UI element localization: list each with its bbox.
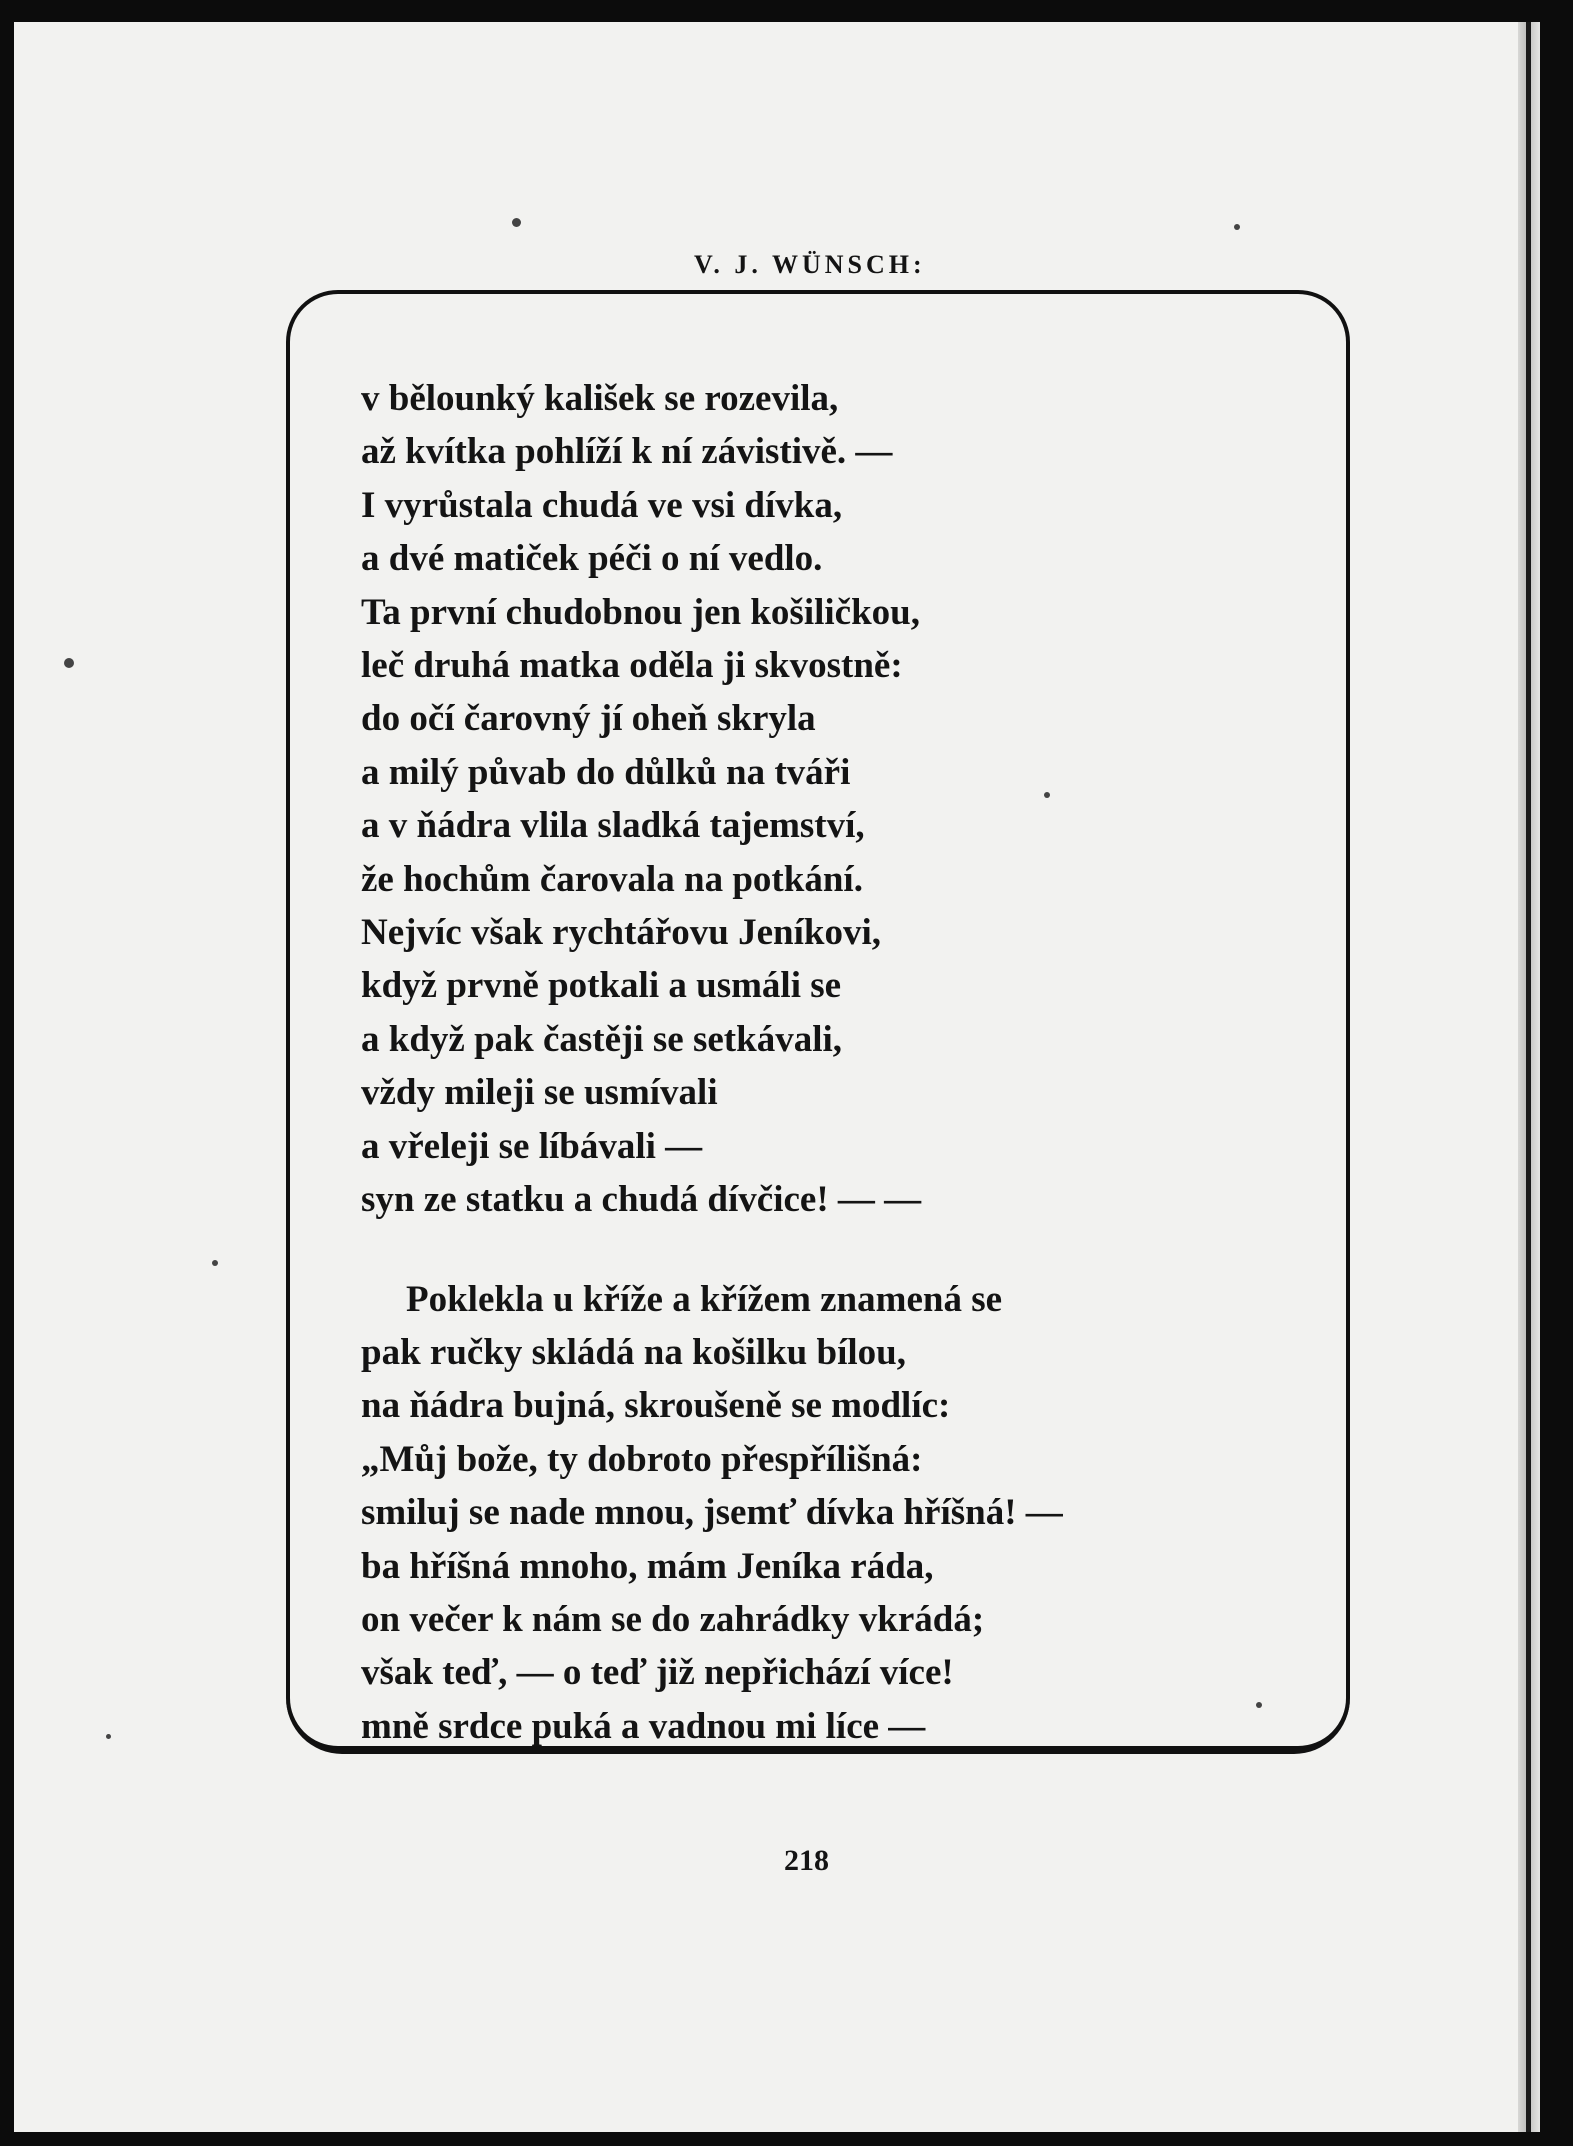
poem-line: I vyrůstala chudá ve vsi dívka,	[361, 484, 843, 526]
poem-line: pak ručky skládá na košilku bílou,	[361, 1331, 906, 1373]
poem-line: a milý půvab do důlků na tváři	[361, 751, 851, 793]
next-page-edge	[1518, 22, 1540, 2132]
dust-speck	[212, 1260, 218, 1266]
poem-line: na ňádra bujná, skroušeně se modlíc:	[361, 1385, 951, 1427]
poem-line: však teď, — o teď již nepřichází více!	[361, 1652, 954, 1694]
poem-line: ba hříšná mnoho, mám Jeníka ráda,	[361, 1545, 934, 1587]
poem-line: v bělounký kališek se rozevila,	[361, 378, 839, 419]
dust-speck	[512, 218, 521, 227]
poem-line: že hochům čarovala na potkání.	[361, 858, 863, 900]
poem-line: Nejvíc však rychtářovu Jeníkovi,	[361, 912, 882, 954]
dust-speck	[106, 1734, 111, 1739]
poem-line: vždy mileji se usmívali	[361, 1072, 718, 1114]
dust-speck	[1044, 792, 1050, 798]
poem-line: Poklekla u kříže a křížem znamená se	[406, 1278, 1003, 1320]
poem-line: mně srdce puká a vadnou mi líce —	[361, 1705, 926, 1747]
poem-line: on večer k nám se do zahrádky vkrádá;	[361, 1598, 985, 1640]
poem-line: „Můj bože, ty dobroto přespřílišná:	[361, 1438, 923, 1480]
poem-text	[361, 372, 1301, 1753]
poem-line: až kvítka pohlíží k ní závistivě. —	[361, 431, 893, 473]
poem-line: syn ze statku a chudá dívčice! — —	[361, 1179, 922, 1221]
poem-line: smiluj se nade mnou, jsemť dívka hříšná! —	[361, 1492, 1063, 1534]
poem-line: a dvé matiček péči o ní vedlo.	[361, 538, 823, 580]
poem-line: a když pak častěji se setkávali,	[361, 1018, 842, 1060]
page-number: 218	[784, 1844, 829, 1877]
poem-line: leč druhá matka oděla ji skvostně:	[361, 645, 903, 687]
dust-speck	[1256, 1702, 1262, 1708]
running-head: V. J. WÜNSCH:	[694, 250, 926, 279]
poem-line: a vřeleji se líbávali —	[361, 1125, 703, 1167]
dust-speck	[1234, 224, 1240, 230]
dust-speck	[64, 658, 74, 668]
poem-line: když prvně potkali a usmáli se	[361, 965, 842, 1007]
poem-line: Ta první chudobnou jen košiličkou,	[361, 591, 920, 633]
poem-line: a v ňádra vlila sladká tajemství,	[361, 805, 865, 847]
book-page	[14, 22, 1540, 2132]
stanza-break	[361, 1227, 1301, 1273]
poem-line: do očí čarovný jí oheň skryla	[361, 698, 816, 740]
